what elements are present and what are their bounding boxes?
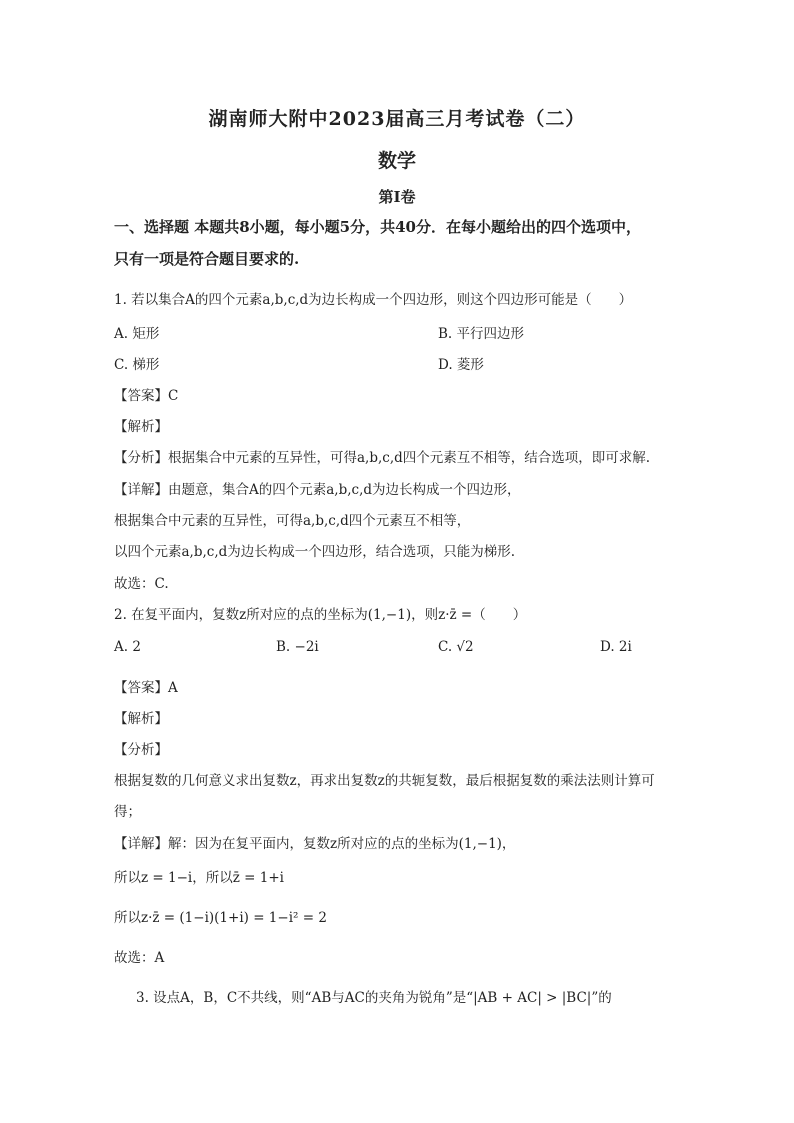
q2-option-c: C. √2 — [438, 639, 474, 655]
q1-option-d: D. 菱形 — [438, 357, 484, 373]
q2-fenxi-1: 根据复数的几何意义求出复数z，再求出复数z的共轭复数，最后根据复数的乘法法则计算可 — [114, 773, 655, 789]
q2-choose: 故选：A — [114, 950, 165, 966]
q1-detail-1: 【详解】由题意，集合A的四个元素a,b,c,d为边长构成一个四边形， — [114, 482, 521, 498]
q2-fenxi-tag: 【分析】 — [114, 742, 168, 758]
q1-stem: 1. 若以集合A的四个元素a,b,c,d为边长构成一个四边形，则这个四边形可能是（ ） — [114, 292, 633, 308]
subject-title: 数学 — [377, 150, 416, 172]
q2-option-b: B. −2i — [276, 639, 319, 655]
q2-fenxi-2: 得； — [114, 804, 141, 820]
q2-detail-1: 【详解】解：因为在复平面内，复数z所对应的点的坐标为(1,−1)， — [114, 836, 516, 852]
q1-option-b: B. 平行四边形 — [438, 326, 525, 342]
q1-choose: 故选：C. — [114, 576, 169, 592]
q2-answer: 【答案】A — [114, 680, 178, 696]
q1-answer: 【答案】C — [114, 388, 179, 404]
q1-fenxi: 【分析】根据集合中元素的互异性，可得a,b,c,d四个元素互不相等，结合选项，即可求解. — [114, 450, 651, 466]
q2-option-d: D. 2i — [600, 639, 632, 655]
exam-title: 湖南师大附中2023届高三月考试卷（二） — [208, 108, 586, 130]
q1-option-c: C. 梯形 — [114, 357, 160, 373]
q2-option-a: A. 2 — [114, 639, 141, 655]
q2-detail-2: 所以z = 1−i，所以z̄ = 1+i — [114, 870, 284, 886]
q1-detail-3: 以四个元素a,b,c,d为边长构成一个四边形，结合选项，只能为梯形. — [114, 544, 516, 560]
q2-detail-3: 所以z·z̄ = (1−i)(1+i) = 1−i² = 2 — [114, 910, 327, 926]
volume-label: 第I卷 — [378, 188, 416, 206]
q2-analysis-tag: 【解析】 — [114, 711, 168, 727]
q3-stem: 3. 设点A，B，C不共线，则“AB与AC的夹角为锐角”是“|AB + AC| > |BC|”的 — [136, 990, 612, 1006]
q2-stem: 2. 在复平面内，复数z所对应的点的坐标为(1,−1)，则z·z̄ =（ ） — [114, 607, 527, 623]
q1-option-a: A. 矩形 — [114, 326, 160, 342]
section-heading-line2: 只有一项是符合题目要求的. — [114, 250, 300, 268]
q1-detail-2: 根据集合中元素的互异性，可得a,b,c,d四个元素互不相等， — [114, 513, 471, 529]
q1-analysis-tag: 【解析】 — [114, 419, 168, 435]
section-heading-line1: 一、选择题 本题共8小题，每小题5分，共40分．在每小题给出的四个选项中， — [114, 218, 641, 236]
